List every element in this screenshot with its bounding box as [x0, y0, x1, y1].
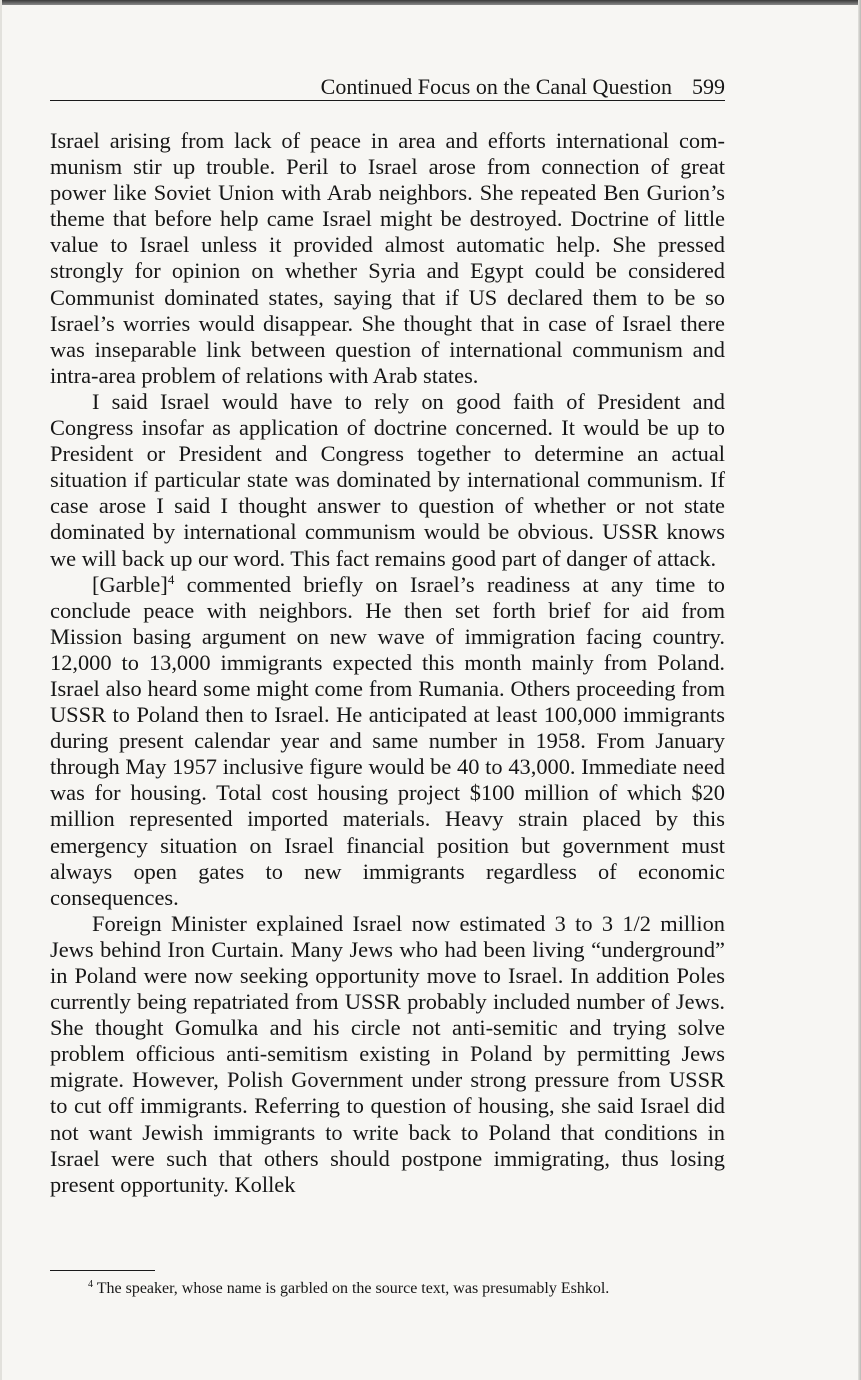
footnote-reference[interactable]: 4: [167, 571, 175, 587]
footnote-divider: [50, 1270, 155, 1271]
footnote-marker: 4: [88, 1279, 93, 1290]
paragraph-continuation: Israel arising from lack of peace in area and efforts international communism stir up trouble. Peril to Israel arose from connection of great power like Soviet Union with Arab neighbors. She repeated Ben Gurion’s theme that before help came Israel might be destroyed. Doctrine of little value to Israel unless it provided almost automatic help. She pressed strongly for opinion on whether Syria and Egypt could be considered Communist dominated states, saying that if US declared them to be so Israel’s worries would disappear. She thought that in case of Israel there was inseparable link between question of international communism and intra-area problem of relations with Arab states.: [50, 128, 725, 388]
paragraph-foreign-minister: Foreign Minister explained Israel now estimated 3 to 3 1/2 million Jews behind Iron Curtain. Many Jews who had been living “underground” in Poland were now seeking opportunity move to Israel. In addition Poles currently being repatriated from USSR probably included number of Jews. She thought Gomulka and his circle not anti-semitic and trying solve problem officious anti-semitism existing in Poland by permitting Jews migrate. However, Polish Government under strong pressure from USSR to cut off immigrants. Referring to question of housing, she said Israel did not want Jewish immigrants to write back to Poland that conditions in Israel were such that others should postpone immigrating, thus losing present opportunity. Kollek: [50, 910, 725, 1197]
running-title: Continued Focus on the Canal Question: [320, 74, 672, 99]
paragraph-doctrine-reply: I said Israel would have to rely on good faith of President and Congress insofar as application of doctrine concerned. It would be up to President or President and Congress together to determine an actual situation if particular state was dominated by international communism. If case arose I said I thought answer to question of whether or not state dominated by international communism would be obvious. USSR knows we will back up our word. This fact remains good part of danger of attack.: [50, 388, 725, 571]
page-top-edge-shadow: [0, 0, 861, 5]
running-header: [50, 74, 725, 101]
footnote-text: The speaker, whose name is garbled on the source text, was presumably Eshkol.: [93, 1280, 610, 1297]
body-text: [50, 128, 725, 1198]
paragraph-immigration-aid: [50, 572, 725, 911]
page-left-edge: [0, 0, 2, 1380]
garble-lead: [Garble]: [92, 571, 168, 597]
paragraph-immigration-aid-text: commented briefly on Israel’s readiness at any time to conclude peace with neighbors. He then set forth brief for aid from Mission basing argument on new wave of immigration facing country. 12,000 to 13,000 immigrants expected this month mainly from Poland. Israel also heard some might come from Rumania. Others proceeding from USSR to Poland then to Israel. He anticipated at least 100,000 immigrants during present calendar year and same number in 1958. From January through May 1957 inclusive figure would be 40 to 43,000. Immediate need was for housing. Total cost housing project $100 million of which $20 million represented imported materials. Heavy strain placed by this emergency situation on Israel financial position but government must always open gates to new immigrants regardless of economic consequences.: [50, 571, 725, 910]
page-number: 599: [692, 74, 725, 99]
footnote: [88, 1278, 728, 1300]
